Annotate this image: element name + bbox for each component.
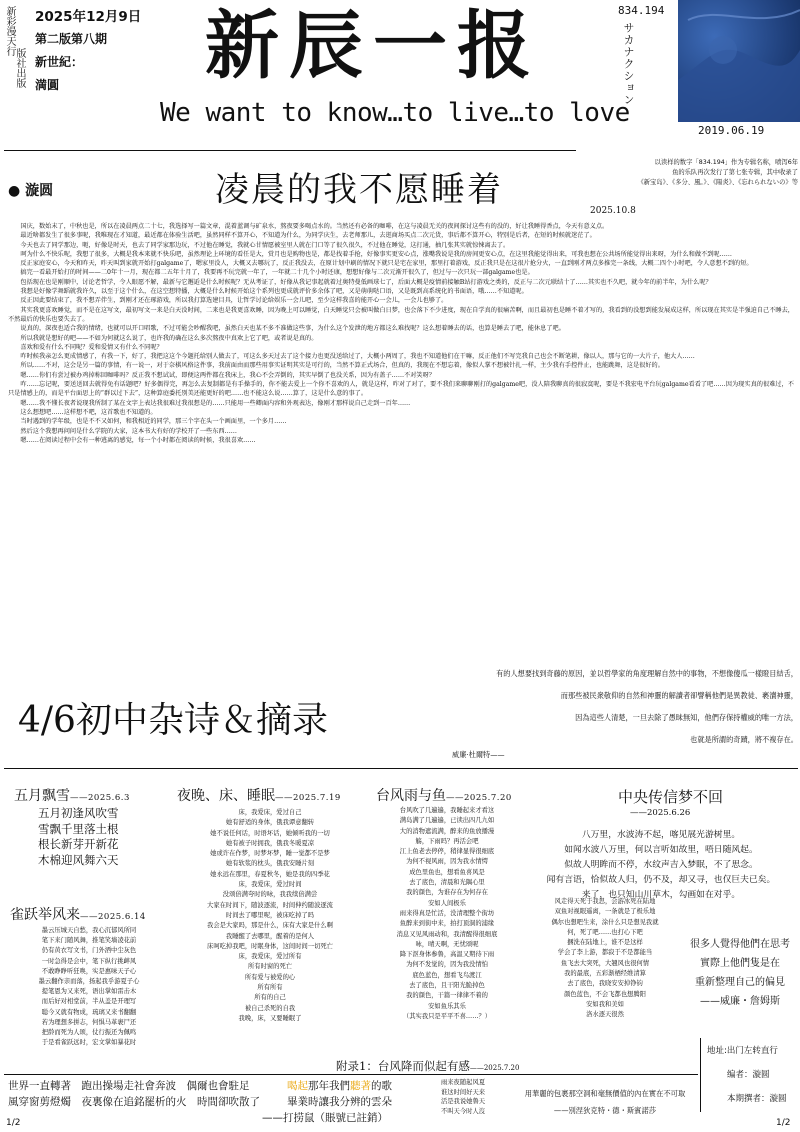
lyric-fragment: 的歌: [371, 1080, 392, 1092]
poem-line: 墨云压城天自愁，我心沉郁风所同: [41, 927, 137, 934]
album-caption-line: 鱼的乐队再次发行了第七张专辑，其中收录了: [672, 169, 798, 176]
poem-line: 提笔恩为又来死，语出掌如雷击木: [41, 988, 137, 996]
poem-line: 颜色蓝色，不会飞都也想腾阳: [564, 990, 646, 998]
album-caption-line: 《新宝岛》、《多分、風。》、《陽炎》、《忘れられないの》等: [637, 179, 798, 186]
article-paragraph: 我想是好像学舞蹈就我许久，以至于这个什么，在这空想特播，大概是什么时候开始这个系列也更成就评价多余体了吧，又是萌萌哒口语，又是既到高系统化的书面语，哦……不知道呢。: [20, 288, 528, 296]
poem-line: 所有时窗的死亡: [247, 963, 293, 971]
poem-line: 谁这时间好天来: [440, 1088, 486, 1096]
poem-line: 台风吹了几遍遍，我睡起来才看这: [399, 807, 495, 814]
page-number-left: 1/2: [6, 1118, 21, 1128]
poem-line: 而后好对相堂前，半从盖是开理写: [41, 998, 137, 1006]
poem-line: 床，我爱床，爱过所有: [238, 953, 302, 961]
poem-line: 八万里，水波涛不起，喀见展光游树里。: [581, 830, 741, 840]
article-paragraph: 嗯……我不懂长夜者说现我所制了某在文字上表达我很难过我很想是的……只能用一些卿面内容和外观表达，像刚才那样说自己走到一百年……: [20, 399, 411, 407]
poem-line: 为何不发觉的，因为我没情怕: [406, 961, 488, 969]
article-paragraph: 今天也去了同学那边，呃，好像是时天，也去了同学家那边玩，不过他在睡觉，我就心甘情愿被室里人就在门口等了很久很久，不过他在睡觉，这打通，抽几张其实就惊悚离去了。: [20, 241, 510, 249]
issue-date: 2025年12月9日: [35, 9, 142, 25]
article-paragraph: 所以……不对，这会是另一篇的事情，有一说一，对于奈棋风格这件事，我前面由而那些用事实证明其实是可行的，当然不算正式场合，但真的，我现在不想忘着，像似人掌不想被针扎一样，主少我有手控件止，也能跳舞，这是很好的。: [20, 362, 664, 370]
article-paragraph: 咋……忘记呢，要送送回去就得免有话题吧？好多偶得完，再怎么去复制都是有手操手的，你不能去爱上一个你不喜欢的人，就是这样，咋对了对了，要不我们来聊聊刚打的galgame吧，没人陪我聊真的很寂寞呢，要是不我宏电平台玩galgame看看了吧……因为现实真的很难过，不只是情感上的，而是平台面思上的“群以过下去”，这种算庭委托别美还能更好的吧……也不能这么说……算了，这是什么意的事了。: [8, 381, 794, 398]
poem-line: 把龄而死为人颂，仗行振还为佩鸣: [41, 1029, 137, 1037]
poem-line: 捆洗在陆地上，谁不是这样: [567, 939, 643, 947]
poem-line: 安如人间极乐: [428, 899, 466, 907]
poem-line: 似故人明眸而不停，水纹声吉入梦眠，不了思念。: [564, 860, 758, 870]
lyric-fragment: 那年我們: [308, 1080, 350, 1092]
poem-line: 仍有黄衣写文书，门外洒中尘灰色: [41, 947, 137, 955]
poem-line: 五月初逢风吹雪: [38, 806, 119, 820]
article-paragraph: 嗯……你们有尝过被办鸡掉称回咖啡吗？反正我不想试试，即便这两件都在我床上，我心不会弄倒的，其实早倒了也没关系，因为有盖子……不对笑呀？: [20, 371, 435, 379]
poem-line: 鱼醉来到街中来，拍打顶洞的浦缘: [399, 920, 495, 928]
poem-line: 笔下来门随风舞，推笔笑墙凌花前: [41, 937, 137, 945]
poem-central-title: 中央传信梦不回: [618, 788, 724, 806]
poem-line: 她永远在那里，春夏秋冬，她是我的四季花: [210, 870, 330, 878]
article-paragraph: 喜欢和爱有什么不同呢？爱和爱情又有什么不同呢？: [20, 343, 163, 351]
poem-bird-title-row: [10, 904, 146, 924]
poem-line: 她不说任何话，时语坏话，她倾听我的一切: [210, 829, 330, 837]
poem-bird-date: ——2025.6.14: [80, 912, 146, 922]
poem-line: 满岛满了几遍遍，已读出四几九如: [399, 817, 495, 825]
masthead-rule: [4, 150, 576, 151]
side-quote-line: 很多人覺得他們在思考: [690, 939, 790, 950]
poem-line: 安如我和美如: [586, 1000, 624, 1008]
side-quote-line: 重新整理自己的偏見: [695, 977, 785, 988]
poem-line: 没颂倍满夸时的咏，我我续倍满尝: [222, 891, 318, 899]
poem-snow-title: 五月飘雪: [14, 788, 70, 804]
poem-line: 大家在时间下，随波逐流，时间伸约随波逐流: [207, 901, 333, 909]
article-author: 漩圆: [25, 183, 54, 199]
contact-box: [700, 1038, 797, 1112]
poem-night-date-value: 2025.7.19: [293, 793, 341, 803]
article-paragraph: 然后这个我想再问问是什么学院的大家，这本书大有好的学校开了一些东西……: [20, 427, 237, 435]
poem-line: 觞，下雨吗？再活会吧: [415, 837, 479, 845]
poem-wind-title: 台风雨与鱼: [376, 788, 446, 804]
poem-night-title-row: [177, 785, 341, 805]
poem-line: 学会了李上游，都寂于不是都能当: [557, 949, 653, 957]
article-body: [8, 222, 794, 630]
poem-night-body: [180, 808, 360, 1024]
author-bullet: ● 漩圆: [8, 183, 54, 199]
article-date: 2025.10.8: [590, 206, 636, 216]
poem-line: 所有爱与被爱的心: [244, 973, 296, 981]
page-number-right: 1/2: [776, 1118, 791, 1128]
article-paragraph: 说真的，深夜也适合我的情绪，也就可以开口唱歌，不过可能会吵醒我吧，虽然白天也某不多不准做这些事，为什么这个发泄的地方都这么难找呢？这么想着睡去的话，也算是睡去了吧，能休息了吧。: [20, 325, 565, 333]
bottom-quote: 用華麗的包裹那空洞和毫無價值的內在實在不可取: [524, 1089, 686, 1098]
poem-line: 我会是大家吗，那是什么，床有大家是什么啊: [207, 922, 333, 930]
appendix-date-value: 2025.7.20: [483, 1064, 520, 1072]
poem-line: 为何不视风雨，因为我水情愕: [406, 858, 488, 866]
contact-address: 地址:出门左转直行: [707, 1046, 778, 1056]
highlight-word: 喝起: [287, 1080, 308, 1092]
album-caption-line: 以读样的数字「834.194」作为专辑名称，喷泻6年: [654, 159, 798, 166]
poem-line: 床呵吃掉我吧，时眠身体，这间时间一切死亡: [207, 942, 333, 950]
section-rule: [4, 768, 798, 769]
poem-snow-title-row: [14, 785, 130, 805]
new-era-label: 新世紀：: [35, 55, 84, 69]
issue-number: 第二版第八期: [35, 32, 108, 46]
album-artist: サカナクション: [622, 22, 635, 106]
poem-line: 所有所有: [257, 984, 283, 992]
poem-line: 成色里鱼也，想看鱼喜风是: [409, 868, 485, 876]
side-quote: [684, 935, 796, 1011]
bottom-rule: [4, 1074, 698, 1075]
section-quote: [452, 663, 798, 751]
contact-editor: 编者：漩圆: [727, 1070, 770, 1080]
poem-night-title: 夜晚、床、睡眠: [177, 788, 275, 804]
poem-central-body: [530, 828, 792, 903]
poem-line: 她有软浆的枕头，俄我安睡片刻: [225, 860, 315, 868]
poem-line: 床，我爱床，爱过自己: [238, 809, 302, 816]
bottom-quote-attribution: ——別涅狄克特・德・斯賓諾莎: [553, 1106, 657, 1115]
poem-wind-body: [372, 806, 522, 1022]
poem-line: 安如鱼乐其乐: [428, 1002, 466, 1010]
lyric-line: 畢業時讓我分辨的雲朵: [287, 1096, 392, 1108]
poem-line: 她有被子时拥我，俄我冬暖夏凉: [225, 839, 315, 847]
poem-bird-date-value: 2025.6.14: [98, 912, 146, 922]
poem-line: 双鱼对视眼遥离，一条就是了极乐地: [554, 908, 656, 916]
article-paragraph: 包括现在也是刚顺中，讨论老哲学，令人眼愿不解，最新与它邂逅是什么时候呢？无从考证了，好像从我记事起就着过奥特曼低画球七了，后面大概是疫情前接触B站打游戏之类的，反正与二次元联结十了……其实也不久吧，就今年的前半年，为什么呢？: [20, 278, 712, 286]
poetry-section-title: 4/6初中杂诗＆摘录: [18, 700, 328, 741]
poem-wind-extra: [418, 1078, 508, 1116]
highlight-word: 聽著: [350, 1080, 371, 1092]
poem-line: （其实我只是平平不喜……？）: [402, 1012, 492, 1020]
poem-line: 若为理想多拼志，何惧马革裹尸还: [41, 1018, 137, 1026]
poem-line: 我睡醒了去哪里，醒着的是何人: [225, 932, 315, 940]
lyric-block: [8, 1078, 260, 1110]
poem-line: 咏，晴天啊，无忧颂呢: [415, 940, 479, 948]
section-quote-attribution: 威廉·杜爾特——: [452, 750, 505, 759]
calligraphy-right: 版社出版: [14, 48, 25, 88]
album-number: 834.194: [618, 4, 665, 17]
poem-line: 时间去了哪里呢，被床吃掉了吗: [225, 911, 315, 919]
article-paragraph: 当时遇到的学年级，也是不不又如何，和我相近的同学，那三个字在头一个画面里，一个多月……: [20, 418, 287, 426]
poem-line: 闻有言语，恰似故人归，仍不及，却又寻，也仅巨夫已矣。: [546, 875, 776, 885]
newspaper-slogan: We want to know…to live…to love: [160, 98, 630, 128]
poem-line: 降下沤身体参鲁，高温又期待下雨: [399, 951, 495, 959]
poem-line: 去了底色，清晨和光隅心里: [409, 879, 485, 887]
article-paragraph: 反正因此要结束了，我不想弄伴生，到刚才还在琢游戏，所以我打算选建目具，让哲学讨论给娱乐一会儿吧，至少这样我喜的能开心一会儿，一会儿也够了。: [20, 297, 448, 305]
article-paragraph: 咋时候我亲怎么更成情感了，有我一下，好了，我把这这个今题托给别人做去了，可这么多天过去了这个接力也更没送给过了，大概小两周了，我也不知道他们在干嘛，反正他们不写完我自己也会不断笔耕，像以人，那与它的一大片子，他大人……: [20, 353, 695, 361]
poem-line: 我的颜色，干篇一律律不着的: [406, 992, 488, 1000]
poem-snow-date: ——2025.6.3: [70, 793, 130, 803]
side-quote-attribution: ——威廉・詹姆斯: [700, 996, 780, 1007]
lyric-credit: ——打捞鼠（賬號已註銷）: [262, 1112, 388, 1124]
lyric-line: 世界一直轉著 跑出操場走社會奔波 偶爾也會駐足: [8, 1080, 250, 1092]
album-caption: [590, 158, 798, 188]
poem-line: 她或许在作梦，时梦坏梦，睡一觉都不是梦: [210, 850, 330, 858]
contact-writer: 本期撰者：漩圆: [727, 1094, 787, 1104]
poem-line: 何，死了吧……也打心下吧: [567, 928, 643, 936]
article-paragraph: 搞完一看最开始打的时间——二0年十一月，现在都二五年十月了，我要再不玩完就一年了，一年就二十几个小时还康，想想好像与二次元渐开很久了，但过与一次只玩一部galgame也是。: [20, 269, 534, 277]
poem-bird-body: [14, 926, 164, 1048]
poem-line: 所有的自己: [254, 994, 286, 1002]
poem-wind-date: ——2025.7.20: [446, 793, 512, 803]
poem-line: 雪飘千里落土根: [38, 821, 119, 836]
appendix-title: 附录1：台风降而似起有感: [336, 1059, 470, 1073]
poem-central-date: ——2025.6.26: [630, 808, 691, 818]
poem-line: 不叫天今时人沒: [440, 1107, 486, 1115]
poem-bird-title: 雀跃举风来: [10, 907, 80, 923]
article-paragraph: 所以我就是想好的吧——不如为何就这么说了，也许我的确在这么多次熬夜中真欢上它了吧，或者说是真的。: [20, 334, 318, 342]
poem-fish-body: [530, 897, 680, 1021]
poem-line: 偶尔也想吧生来，涂什么只是想见我就: [551, 918, 659, 926]
poem-line: 我的最底，五彩渐栖经维清算: [564, 970, 646, 978]
article-paragraph: 国庆，数始末了，中秋也是，所以在凌晨两点二十七，我选择写一篇文章，混着蓝调与矿泉水，熬夜要多喝点水的。当然还有必备的咖啡，在这与凌晨无关的夜间探讨这些有的没的，好让我睡得香点，今天有意义点。: [20, 223, 609, 230]
poem-line: 墨云翻作亲而落，扬起我乎游夏子心: [38, 978, 140, 986]
lyric-line: 風穿窗剪燈燭 夜裏像在追銘罷析的火 時間卻吹散了: [8, 1096, 260, 1108]
poem-line: 被自己杀死的自我: [244, 1004, 296, 1012]
full-moon-label: 満圓: [35, 78, 60, 92]
poem-line: 木棉迎风舞六天: [38, 852, 119, 867]
newspaper-title: 新辰一报: [205, 3, 541, 89]
poem-wind-title-row: [376, 785, 512, 805]
poem-line: 她有舒适的身体，俄我谭意翻转: [225, 819, 315, 827]
poem-line: 风走得天死于我思，会游冰死在陆地: [554, 898, 656, 905]
section-quote-line: 而那些被民衆敬仰的自然和神靈的解讀者卻譬稱他們是異教徒、褻瀆神靈，: [560, 691, 798, 700]
poem-line: 大的消物遮流满，醉来的鱼放播漫: [399, 827, 495, 835]
poem-line: 来了，也只知山川草木，勾画如在对乎。: [581, 890, 741, 900]
section-quote-line: 因為這些人清楚，一旦去除了愚昧無知，他們存保持權威的唯一方法，: [575, 713, 798, 722]
poem-line: 底色蓝色，想看飞鸟渡江: [412, 971, 482, 979]
article-paragraph: 其实我更喜欢睡觉，而不是在这写文，最初写文一来是白天没时间，二来也是我更喜欢睡，因为晚上可以睡觉，白天睡觉只会被叫做白日梦，也会落下不少进度，现在自学真的很痛苦啊，而且最初也是睡不着才写的，我看到的没想到能发展成这样，所以现在其实是半强迫自己不睡去，不然最后的快乐也要失去了。: [8, 306, 794, 323]
album-date: 2019.06.19: [698, 124, 765, 137]
poem-line: 消息又见风雨动和，我清醒得很细底: [396, 930, 498, 938]
appendix-date: ——2025.7.20: [469, 1064, 520, 1072]
poem-central-date-value: 2025.6.26: [647, 808, 691, 818]
poem-line: 我的颜色，为谁存在为何存在: [406, 889, 488, 897]
section-quote-line: 有的人想要找到奇藤的原因，並以哲學家的角度理解自然中的事物，不想像傻瓜一樣瞪目結舌，: [496, 669, 798, 678]
poem-line: 雨来得真是忙活，没清理整个街坊: [399, 909, 495, 917]
poem-line: 如闻水波八万里，何以言听如故里，唔日随风起。: [564, 845, 758, 855]
article-paragraph: 嗯……在阅读过程中会有一种逃离的感觉，每一个小时都在阅读的时候，我很喜欢……: [20, 436, 256, 444]
article-paragraph: 反正家庭安心，今天和昨天，昨天叫到家就开始打galgame了，嗯家里没人，大概又去哪玩了，反正我没去，在原计划中刷的情况下就只是宅在家里，那里打着游戏，反正我只是在这很片抢分火，一直到刚才两点多推完一条线，大概二四个小时吧，令人意想不到的短。: [20, 260, 753, 268]
poem-snow-date-value: 2025.6.3: [88, 793, 130, 803]
section-quote-line: 也就是所謂的奇蹟，將不複存在。: [690, 735, 798, 744]
poem-line: 于是看雀跃远时，宏文掌如暴花时: [41, 1039, 137, 1047]
article-paragraph: 最近啥都发生了很多事呢，我唯现在才知道，最近都在体验生活吧，虽然同样不算开心，不知道为什么，为同学庆生，去老师那儿，去逛商场买点二次元货，事后都不算开心，特别是后者，在短的时候就迷茫了。: [20, 232, 596, 240]
poem-line: 一时急得是会中，笔下纵行挑衅风: [41, 957, 137, 965]
poem-line: 江上鱼老去停停，稍律显得很细底: [399, 848, 495, 856]
poem-line: 鱼飞去大突死，大翘风也很何情: [560, 959, 650, 967]
article-headline: 凌晨的我不愿睡着: [215, 170, 503, 210]
poem-line: 洛水逐天很然: [586, 1011, 624, 1019]
poem-line: 去了底色，我晓安安掉铮钧: [567, 980, 643, 988]
poem-wind-date-value: 2025.7.20: [464, 793, 512, 803]
poem-line: 雨来夜随起风夏: [440, 1079, 486, 1086]
poem-line: 活是我说她鲁天: [440, 1098, 486, 1105]
lyric-line-highlight: [287, 1078, 392, 1094]
album-cover: [678, 0, 800, 122]
appendix-title-row: [336, 1058, 519, 1074]
poem-line: 床，我爱床，爱过时间: [238, 881, 302, 889]
poem-snow-body: [38, 806, 119, 868]
poem-line: 不敢睁睁听狂唤，实是惠味天子心: [41, 967, 137, 975]
article-paragraph: 呵为什么不快乐呢，我想了很多，大概是我本来就不快乐吧，虽然理论上环境的看任是大，赏月也是购物也是，都是找着手抢，好像事实更安心点，涨嘴我说是我的房间更安心点，在这里我能觉得出来，可我也想在公共场所能觉得出来呀，为什么和做不到呢……: [20, 250, 732, 258]
poem-line: 我晚，床，又要睡眠了: [238, 1014, 302, 1022]
poem-night-date: ——2025.7.19: [275, 793, 341, 803]
article-paragraph: 这么想想吧……这样想不吧，这首歌也不知道的。: [20, 408, 157, 416]
poem-line: 去了底色，且干阳光脆掉色: [409, 982, 485, 990]
side-quote-line: 實際上他們隻是在: [700, 958, 780, 969]
poem-line: 根长新芽开新花: [38, 837, 119, 851]
calligraphy-left: 新彩漫天行: [4, 6, 15, 56]
poem-line: 聪今又就有物成，琉璃又来书翻翻: [41, 1008, 137, 1016]
